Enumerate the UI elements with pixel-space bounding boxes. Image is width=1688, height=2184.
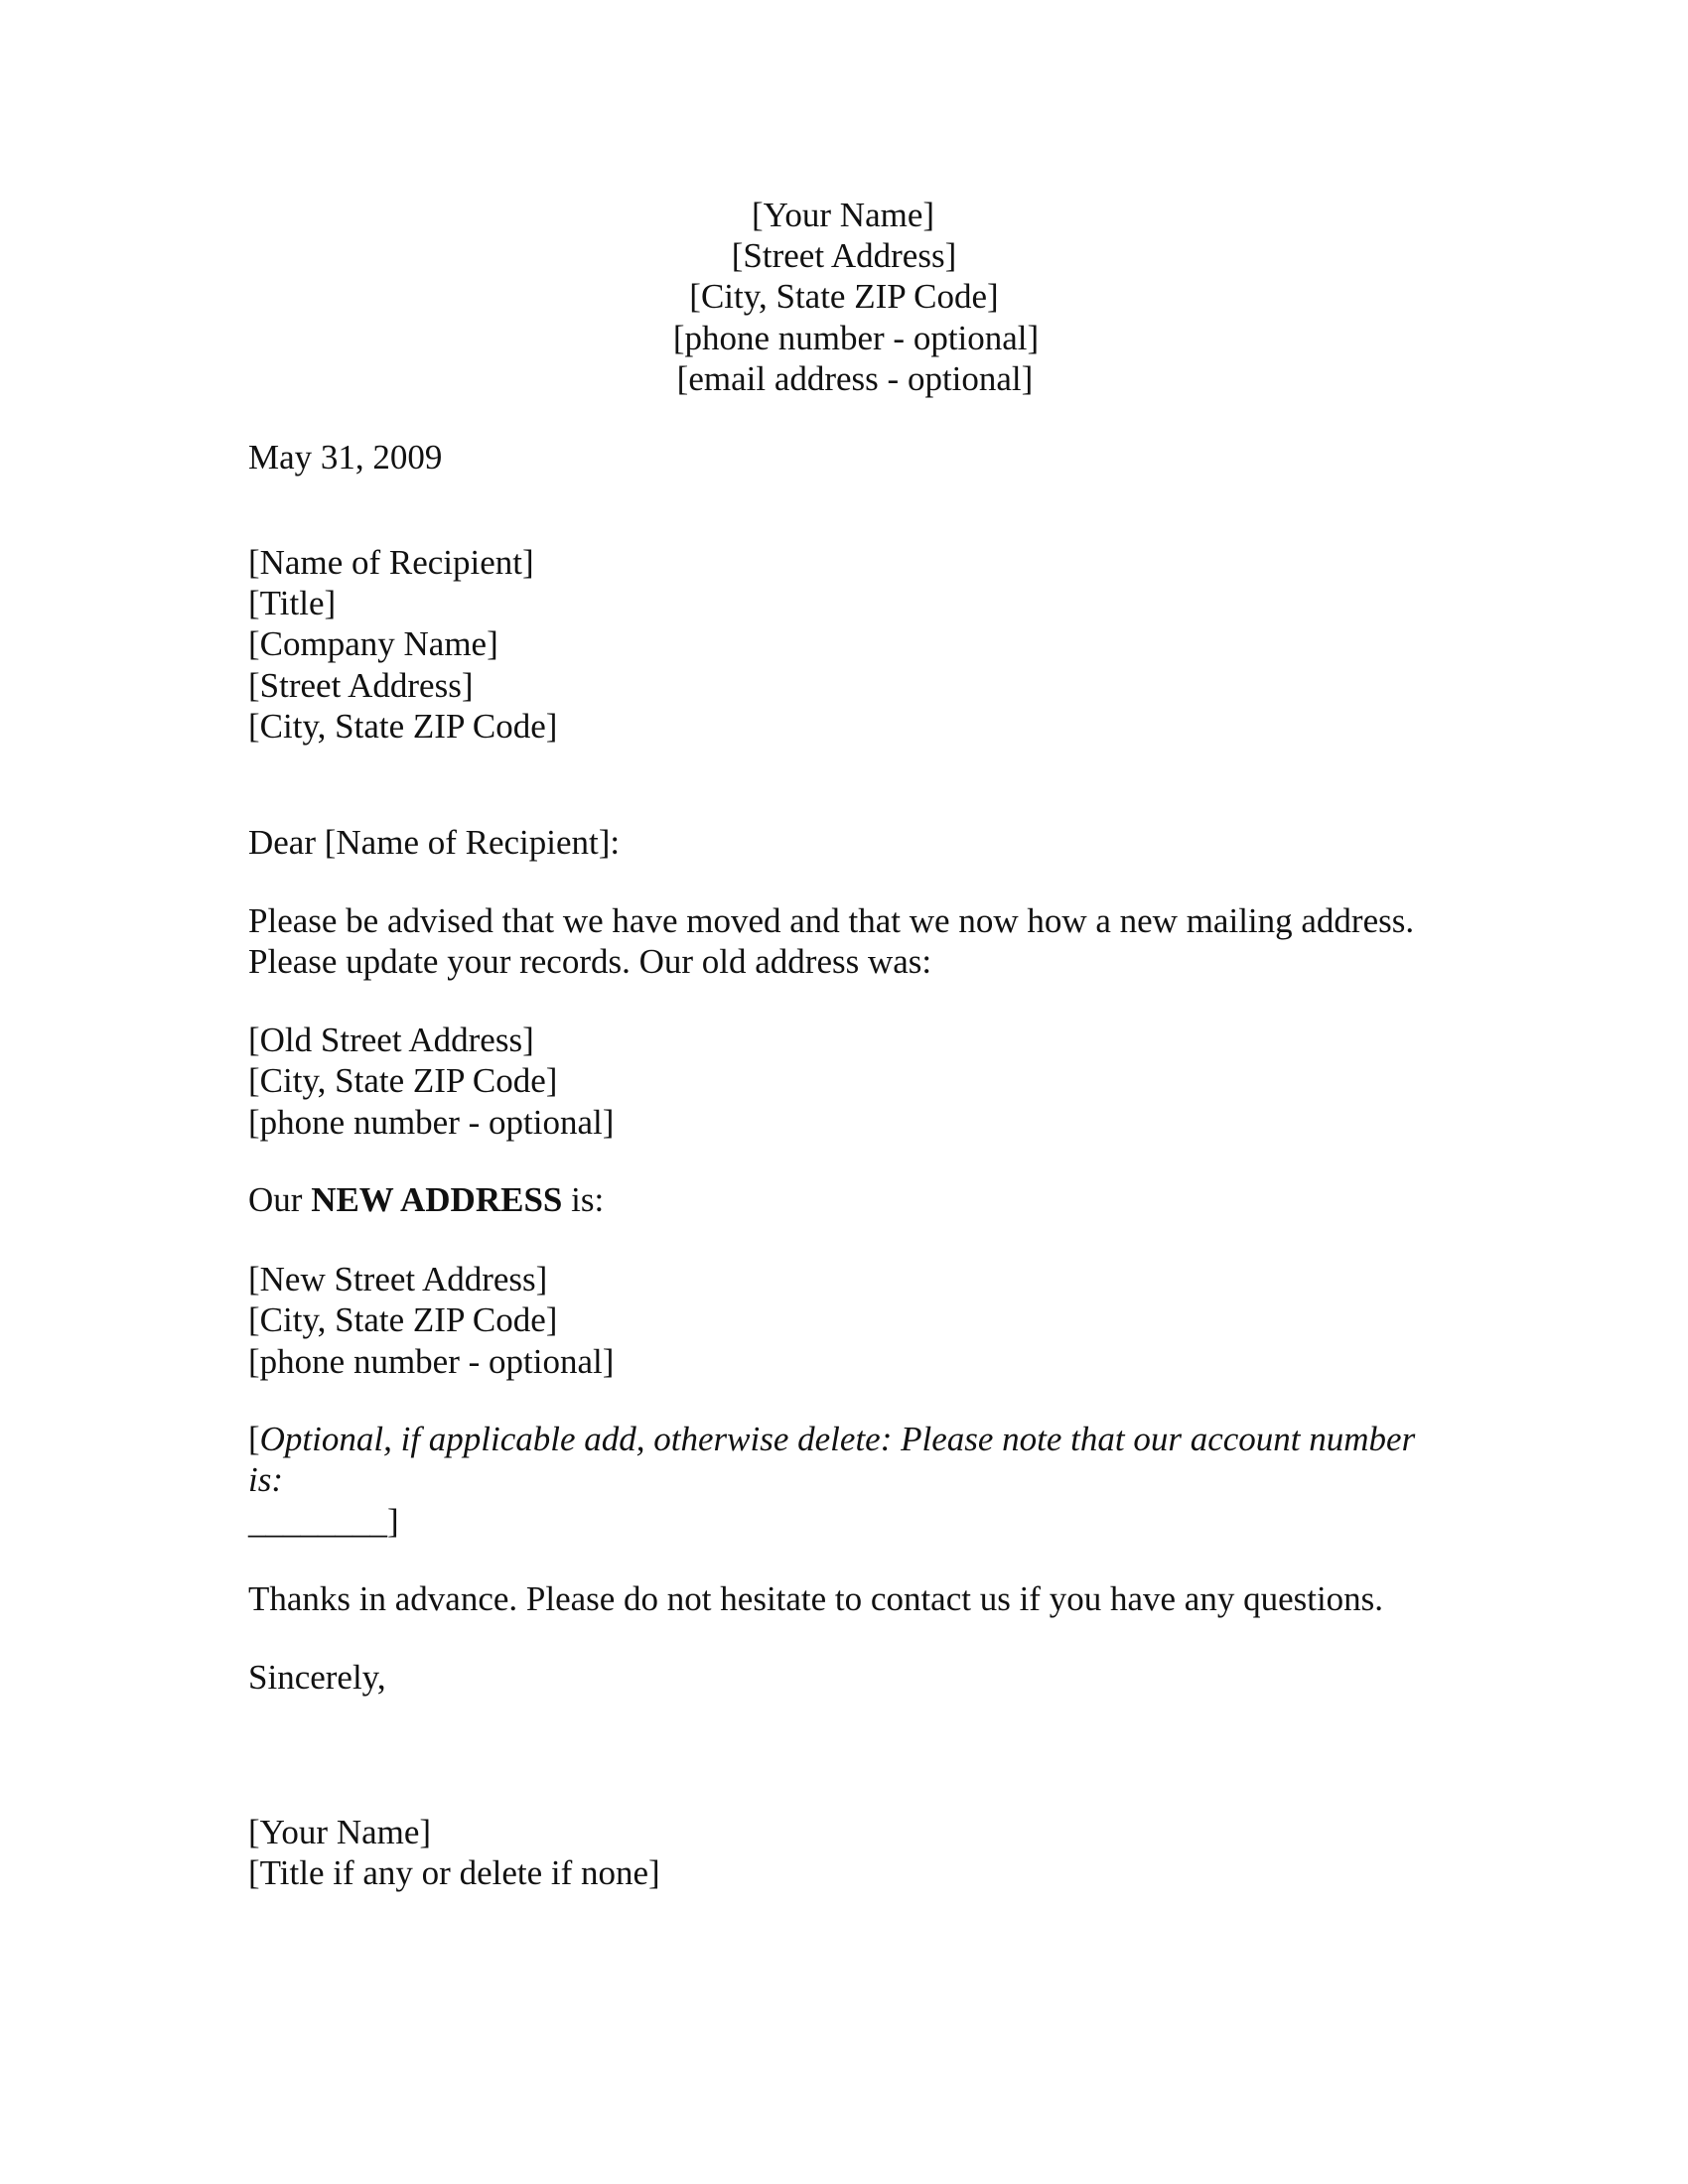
new-address-street: [New Street Address] [248,1260,548,1298]
new-address-emphasis: NEW ADDRESS [311,1180,563,1219]
account-number-blank: ________] [248,1502,399,1541]
recipient-street: [Street Address] [248,666,474,705]
optional-note-line-2 [248,1459,283,1500]
old-address-street: [Old Street Address] [248,1021,534,1059]
closing: Sincerely, [248,1658,386,1697]
optional-note-text-continued: is: [248,1460,283,1499]
sender-phone: [phone number - optional] [672,319,1040,357]
optional-note-text: Optional, if applicable add, otherwise delete: Please note that our account number [259,1420,1416,1458]
recipient-name: [Name of Recipient] [248,543,534,582]
new-address-intro-suffix: is: [562,1180,605,1219]
signature-title: [Title if any or delete if none] [248,1853,660,1892]
recipient-city: [City, State ZIP Code] [248,707,558,746]
optional-note-bracket: [ [248,1420,260,1458]
signature-name: [Your Name] [248,1813,432,1851]
body-paragraph-line-2: Please update your records. Our old address was: [248,942,932,981]
sender-street: [Street Address] [731,236,957,275]
sender-name: [Your Name] [751,196,935,234]
sender-email: [email address - optional] [676,359,1034,398]
letter-date: May 31, 2009 [248,438,443,477]
recipient-title: [Title] [248,584,337,622]
new-address-intro-prefix: Our [248,1180,312,1219]
salutation: Dear [Name of Recipient]: [248,823,621,862]
recipient-company: [Company Name] [248,624,498,663]
sender-city: [City, State ZIP Code] [689,277,999,316]
new-address-phone: [phone number - optional] [248,1342,615,1381]
old-address-city: [City, State ZIP Code] [248,1061,558,1100]
body-paragraph-line-1: Please be advised that we have moved and that we now how a new mailing address. [248,901,1415,940]
new-address-intro [248,1179,604,1220]
new-address-city: [City, State ZIP Code] [248,1300,558,1339]
optional-note-line-1 [248,1419,1415,1459]
thanks-line: Thanks in advance. Please do not hesitate to contact us if you have any questions. [248,1579,1384,1618]
old-address-phone: [phone number - optional] [248,1103,615,1142]
